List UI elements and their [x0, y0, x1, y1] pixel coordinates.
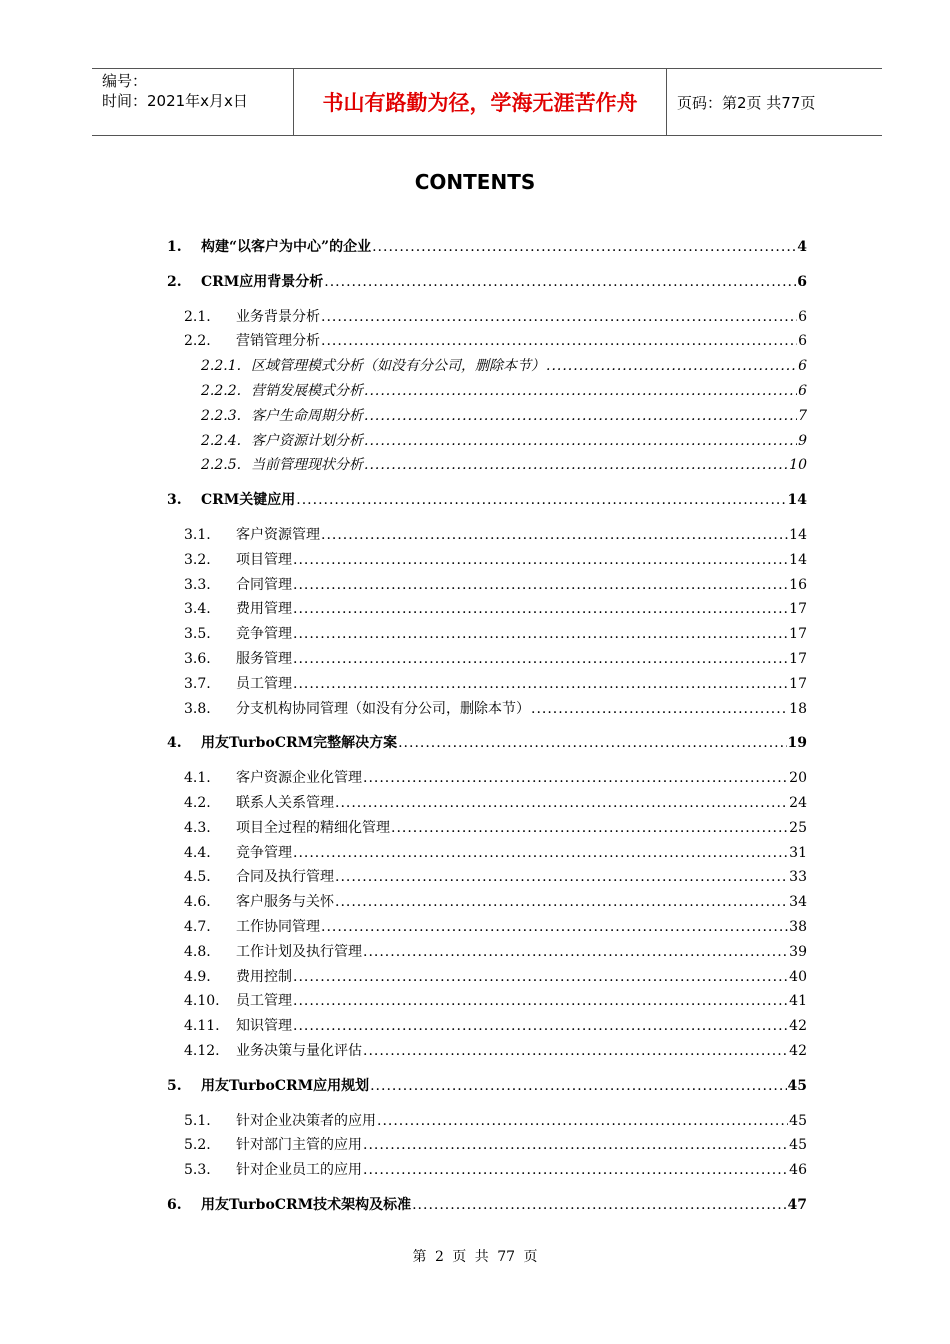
- toc-entry-number: 6.: [167, 1196, 182, 1213]
- toc-entry-number: 2.2.4.: [201, 432, 242, 449]
- toc-entry[interactable]: [167, 648, 807, 673]
- toc-leader-dots: [293, 626, 788, 642]
- toc-leader-dots: [364, 408, 797, 424]
- toc-entry-page: 17: [789, 675, 807, 692]
- toc-leader-dots: [293, 969, 788, 985]
- toc-entry-number: 5.: [167, 1077, 182, 1094]
- toc-entry-label: 项目管理: [236, 551, 292, 568]
- toc-entry-label: 当前管理现状分析: [251, 457, 363, 474]
- page-title: CONTENTS: [414, 170, 536, 194]
- toc-leader-dots: [546, 358, 797, 374]
- toc-leader-dots: [335, 894, 788, 910]
- toc-entry[interactable]: [167, 916, 807, 941]
- toc-entry-page: 20: [789, 770, 807, 787]
- toc-gap: [167, 514, 807, 524]
- toc-entry-number: 4.7.: [184, 918, 211, 935]
- toc-leader-dots: [398, 735, 786, 751]
- toc-entry-label: 区域管理模式分析（如没有分公司，删除本节）: [251, 358, 545, 375]
- toc-entry[interactable]: [167, 1194, 807, 1219]
- toc-entry[interactable]: [167, 454, 807, 479]
- toc-leader-dots: [293, 577, 788, 593]
- toc-leader-dots: [321, 333, 797, 349]
- toc-entry[interactable]: [167, 673, 807, 698]
- toc-entry[interactable]: [167, 1040, 807, 1065]
- toc-leader-dots: [296, 492, 786, 508]
- toc-entry-number: 2.2.3.: [201, 407, 242, 424]
- toc-leader-dots: [372, 239, 796, 255]
- toc-entry[interactable]: [167, 1110, 807, 1135]
- toc-entry-page: 17: [789, 601, 807, 618]
- toc-leader-dots: [364, 383, 797, 399]
- toc-entry-number: 5.2.: [184, 1137, 211, 1154]
- toc-entry[interactable]: [167, 767, 807, 792]
- toc-entry-number: 3.2.: [184, 551, 211, 568]
- toc-entry-number: 2.2.1.: [201, 358, 242, 375]
- toc-entry-number: 3.1.: [184, 526, 211, 543]
- toc-entry[interactable]: [167, 489, 807, 514]
- toc-entry-page: 38: [789, 918, 807, 935]
- toc-entry-number: 2.: [167, 273, 182, 290]
- toc-entry[interactable]: [167, 355, 807, 380]
- toc-entry-label: 项目全过程的精细化管理: [236, 819, 390, 836]
- toc-entry-number: 3.4.: [184, 601, 211, 618]
- toc-leader-dots: [335, 869, 788, 885]
- toc-entry-label: 客户资源管理: [236, 526, 320, 543]
- toc-entry[interactable]: [167, 524, 807, 549]
- toc-leader-dots: [391, 820, 788, 836]
- toc-gap: [167, 1065, 807, 1075]
- toc-leader-dots: [293, 676, 788, 692]
- toc-entry-page: 24: [789, 794, 807, 811]
- toc-entry-label: 合同管理: [236, 576, 292, 593]
- toc-gap: [167, 722, 807, 732]
- toc-entry-page: 6: [798, 382, 807, 399]
- toc-entry-label: 用友TurboCRM完整解决方案: [201, 735, 398, 752]
- toc-entry-page: 47: [787, 1196, 807, 1213]
- toc-entry-number: 2.2.2.: [201, 382, 242, 399]
- toc-entry-page: 40: [789, 968, 807, 985]
- toc-leader-dots: [293, 552, 788, 568]
- toc-leader-dots: [364, 457, 788, 473]
- toc-leader-dots: [321, 527, 788, 543]
- toc-entry-label: 针对企业员工的应用: [236, 1162, 362, 1179]
- toc-entry-page: 7: [798, 407, 807, 424]
- toc-entry-page: 34: [789, 894, 807, 911]
- toc-entry-number: 4.6.: [184, 894, 211, 911]
- toc-entry[interactable]: [167, 430, 807, 455]
- toc-entry-page: 14: [787, 492, 807, 509]
- toc-entry-number: 3.6.: [184, 650, 211, 667]
- toc-entry-label: 员工管理: [236, 993, 292, 1010]
- toc-entry[interactable]: [167, 1015, 807, 1040]
- toc-entry-number: 2.1.: [184, 308, 211, 325]
- toc-gap: [167, 757, 807, 767]
- toc-entry-page: 25: [789, 819, 807, 836]
- toc-leader-dots: [293, 601, 788, 617]
- page-footer: 第 2 页 共 77 页: [412, 1249, 538, 1265]
- toc-gap: [167, 479, 807, 489]
- toc-entry[interactable]: [167, 1134, 807, 1159]
- toc-entry[interactable]: [167, 306, 807, 331]
- toc-entry-label: 客户资源计划分析: [251, 432, 363, 449]
- toc-entry-label: 工作计划及执行管理: [236, 943, 362, 960]
- toc-entry-number: 4.1.: [184, 770, 211, 787]
- toc-entry-page: 42: [789, 1042, 807, 1059]
- toc-leader-dots: [364, 433, 797, 449]
- toc-leader-dots: [363, 944, 788, 960]
- toc-leader-dots: [293, 993, 788, 1009]
- header-page-label: 页码：第2页 共77页: [677, 93, 816, 112]
- toc-entry-label: 客户资源企业化管理: [236, 770, 362, 787]
- toc-entry[interactable]: [167, 574, 807, 599]
- toc-entry[interactable]: [167, 866, 807, 891]
- toc-entry-label: 客户服务与关怀: [236, 894, 334, 911]
- toc-leader-dots: [335, 795, 788, 811]
- toc-entry-label: 合同及执行管理: [236, 869, 334, 886]
- toc-entry-number: 5.3.: [184, 1162, 211, 1179]
- toc-entry[interactable]: [167, 598, 807, 623]
- toc-leader-dots: [321, 309, 797, 325]
- toc-entry-label: 员工管理: [236, 675, 292, 692]
- toc-leader-dots: [324, 274, 796, 290]
- toc-entry-number: 4.2.: [184, 794, 211, 811]
- toc-entry-label: 构建“以客户为中心”的企业: [201, 239, 372, 255]
- toc-entry[interactable]: [167, 891, 807, 916]
- toc-entry-label: 服务管理: [236, 650, 292, 667]
- toc-leader-dots: [370, 1078, 786, 1094]
- toc-leader-dots: [377, 1113, 788, 1129]
- toc-entry[interactable]: [167, 623, 807, 648]
- toc-entry-number: 3.: [167, 492, 182, 509]
- toc-entry-page: 14: [789, 526, 807, 543]
- toc-leader-dots: [363, 1137, 788, 1153]
- toc-entry-page: 16: [789, 576, 807, 593]
- toc-entry-number: 3.8.: [184, 700, 211, 717]
- toc-entry-number: 4.12.: [184, 1042, 220, 1059]
- toc-gap: [167, 296, 807, 306]
- header-meta: [92, 69, 294, 135]
- toc-entry-page: 10: [789, 457, 807, 474]
- toc-entry-number: 2.2.5.: [201, 457, 242, 474]
- toc-entry-label: 用友TurboCRM技术架构及标准: [201, 1196, 412, 1213]
- time-label: 时间：2021年x月x日: [102, 92, 248, 110]
- toc-entry[interactable]: [167, 1159, 807, 1184]
- toc-entry-label: 业务决策与量化评估: [236, 1042, 362, 1059]
- toc-entry[interactable]: [167, 732, 807, 757]
- toc-entry-label: 竞争管理: [236, 844, 292, 861]
- toc-gap: [167, 1100, 807, 1110]
- toc-entry[interactable]: [167, 380, 807, 405]
- toc-entry-page: 6: [797, 273, 807, 290]
- toc-entry[interactable]: [167, 698, 807, 723]
- toc-entry[interactable]: [167, 271, 807, 296]
- toc-entry[interactable]: [167, 1075, 807, 1100]
- toc-entry-label: 针对部门主管的应用: [236, 1137, 362, 1154]
- toc-entry-page: 45: [789, 1112, 807, 1129]
- toc-entry-number: 3.3.: [184, 576, 211, 593]
- number-label: 编号：: [102, 72, 148, 90]
- toc-entry-number: 4.11.: [184, 1018, 220, 1035]
- toc-gap: [167, 261, 807, 271]
- toc-entry-page: 45: [789, 1137, 807, 1154]
- toc-entry-label: 客户生命周期分析: [251, 407, 363, 424]
- toc-entry-number: 2.2.: [184, 333, 211, 350]
- toc-entry-label: 费用控制: [236, 968, 292, 985]
- toc-entry-number: 4.3.: [184, 819, 211, 836]
- toc-entry-number: 3.7.: [184, 675, 211, 692]
- toc-entry-page: 9: [798, 432, 807, 449]
- toc-leader-dots: [321, 919, 788, 935]
- toc-entry[interactable]: [167, 792, 807, 817]
- toc-leader-dots: [293, 845, 788, 861]
- toc-entry-page: 17: [789, 626, 807, 643]
- toc-entry-page: 33: [789, 869, 807, 886]
- toc-entry-page: 4: [797, 239, 807, 255]
- toc-entry-page: 6: [798, 333, 807, 350]
- toc-entry[interactable]: [167, 236, 807, 261]
- toc-entry-label: 费用管理: [236, 601, 292, 618]
- header-motto: 书山有路勤为径，学海无涯苦作舟: [294, 69, 667, 135]
- toc-entry[interactable]: [167, 966, 807, 991]
- toc-entry[interactable]: [167, 941, 807, 966]
- toc-entry-label: CRM应用背景分析: [201, 273, 324, 290]
- toc-entry-page: 18: [789, 700, 807, 717]
- toc-entry-label: 用友TurboCRM应用规划: [201, 1077, 370, 1094]
- toc-entry-page: 46: [789, 1162, 807, 1179]
- toc-entry[interactable]: [167, 405, 807, 430]
- toc-entry-label: 营销管理分析: [236, 333, 320, 350]
- toc-entry-number: 4.8.: [184, 943, 211, 960]
- toc-entry-label: CRM关键应用: [201, 492, 296, 509]
- toc-entry[interactable]: [167, 817, 807, 842]
- toc-entry-page: 14: [789, 551, 807, 568]
- table-of-contents: [167, 236, 807, 1219]
- toc-entry[interactable]: [167, 842, 807, 867]
- toc-entry-label: 竞争管理: [236, 626, 292, 643]
- toc-entry-number: 3.5.: [184, 626, 211, 643]
- toc-entry-page: 6: [798, 358, 807, 375]
- toc-leader-dots: [531, 701, 788, 717]
- toc-entry-label: 分支机构协同管理（如没有分公司，删除本节）: [236, 700, 530, 717]
- toc-leader-dots: [363, 1162, 788, 1178]
- toc-entry-label: 业务背景分析: [236, 308, 320, 325]
- toc-leader-dots: [412, 1197, 786, 1213]
- toc-entry-label: 营销发展模式分析: [251, 382, 363, 399]
- toc-leader-dots: [363, 1043, 788, 1059]
- toc-entry-page: 6: [798, 308, 807, 325]
- toc-entry-label: 联系人关系管理: [236, 794, 334, 811]
- toc-entry-number: 4.5.: [184, 869, 211, 886]
- toc-entry-number: 4.: [167, 735, 182, 752]
- toc-entry[interactable]: [167, 549, 807, 574]
- toc-entry-number: 1.: [167, 239, 182, 255]
- toc-entry[interactable]: [167, 990, 807, 1015]
- toc-entry-number: 5.1.: [184, 1112, 211, 1129]
- toc-entry-label: 针对企业决策者的应用: [236, 1112, 376, 1129]
- toc-gap: [167, 1184, 807, 1194]
- toc-entry-page: 39: [789, 943, 807, 960]
- toc-leader-dots: [293, 1018, 788, 1034]
- toc-entry-page: 41: [789, 993, 807, 1010]
- toc-entry-page: 19: [787, 735, 807, 752]
- toc-entry-number: 4.9.: [184, 968, 211, 985]
- toc-entry-label: 工作协同管理: [236, 918, 320, 935]
- toc-entry-number: 4.4.: [184, 844, 211, 861]
- page-header: [92, 68, 882, 136]
- toc-leader-dots: [293, 651, 788, 667]
- toc-entry-label: 知识管理: [236, 1018, 292, 1035]
- toc-entry-page: 31: [789, 844, 807, 861]
- toc-entry[interactable]: [167, 330, 807, 355]
- toc-entry-page: 45: [787, 1077, 807, 1094]
- toc-entry-page: 42: [789, 1018, 807, 1035]
- toc-entry-page: 17: [789, 650, 807, 667]
- toc-leader-dots: [363, 770, 788, 786]
- toc-entry-number: 4.10.: [184, 993, 220, 1010]
